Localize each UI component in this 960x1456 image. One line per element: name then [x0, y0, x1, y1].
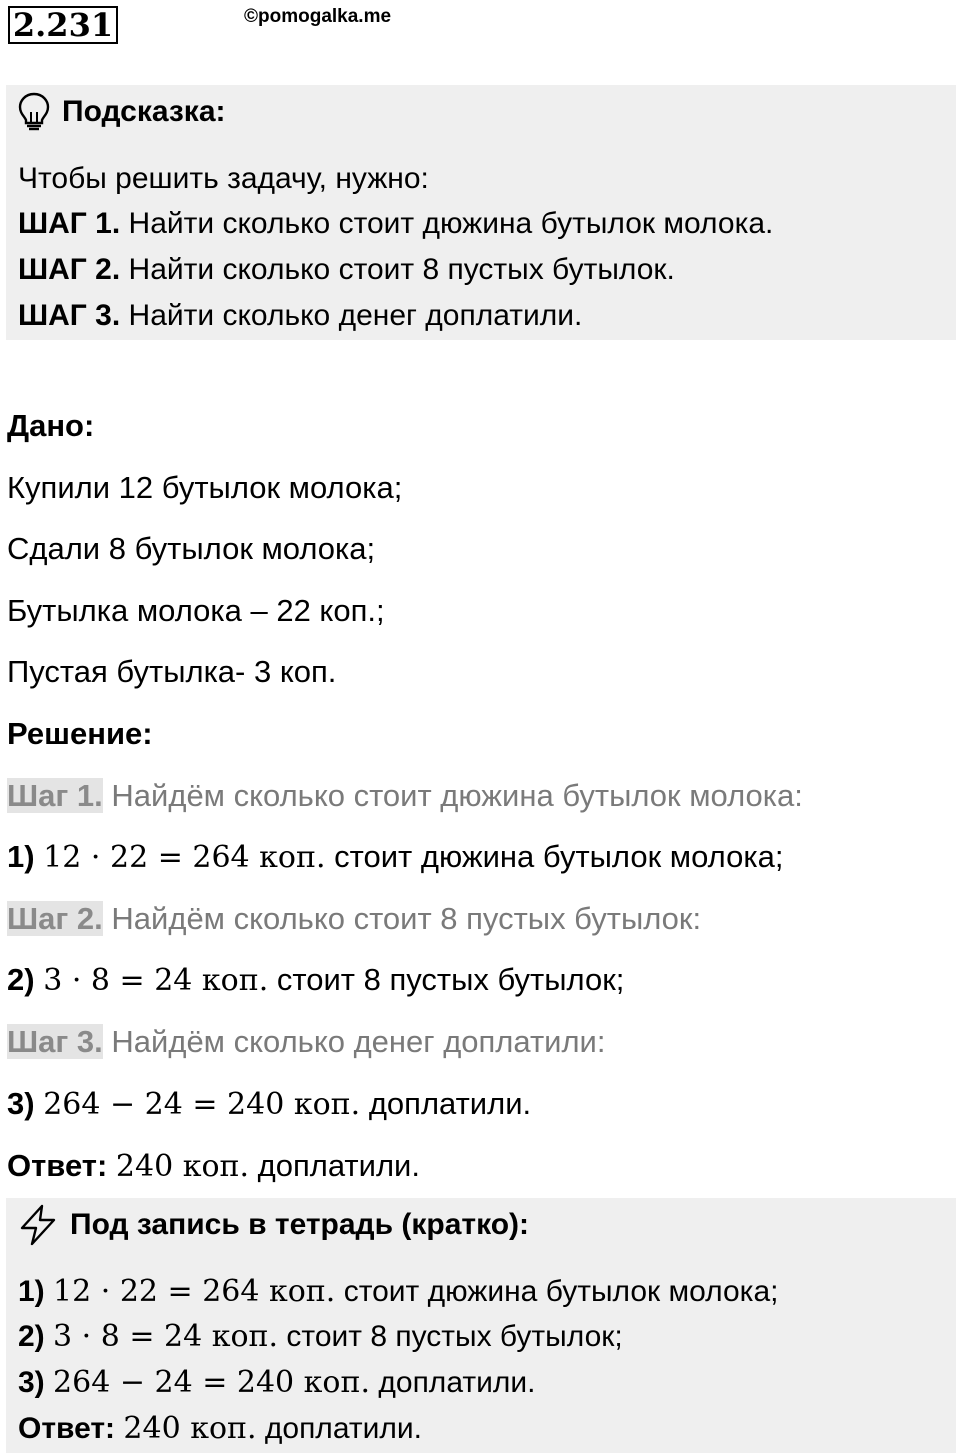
task-number: 2.231	[8, 6, 118, 44]
solution-step-1-calc	[7, 839, 783, 875]
step-label: Шаг 1.	[7, 778, 103, 813]
hint-header	[18, 92, 226, 132]
calc-result: доплатили.	[378, 1366, 536, 1399]
solution-title: Решение:	[7, 716, 153, 751]
short-line-2	[18, 1319, 623, 1354]
hint-step-text: Найти сколько денег доплатили.	[128, 299, 583, 332]
short-answer	[18, 1411, 422, 1446]
calc-number: 1)	[18, 1275, 45, 1308]
calc-number: 2)	[7, 962, 35, 997]
step-text: Найдём сколько стоит 8 пустых бутылок:	[111, 901, 702, 936]
calc-result: стоит 8 пустых бутылок;	[276, 962, 625, 997]
answer-text: доплатили.	[264, 1412, 422, 1445]
hint-title: Подсказка:	[62, 95, 226, 128]
hint-step-1	[18, 207, 773, 241]
answer-expression: 240 коп.	[123, 1411, 257, 1446]
answer-expression: 240 коп.	[115, 1149, 250, 1184]
step-label: Шаг 3.	[7, 1024, 103, 1059]
step-label: Шаг 2.	[7, 901, 103, 936]
lightbulb-icon	[18, 92, 50, 132]
lightning-icon	[18, 1204, 58, 1246]
step-text: Найдём сколько денег доплатили:	[111, 1024, 606, 1059]
calc-number: 1)	[7, 839, 35, 874]
hint-step-label: ШАГ 2.	[18, 253, 121, 286]
answer-line	[7, 1148, 420, 1184]
given-item: Купили 12 бутылок молока;	[7, 470, 403, 505]
solution-step-1-heading	[7, 778, 803, 814]
answer-label: Ответ:	[7, 1148, 108, 1183]
calc-expression: 264 − 24 = 240 коп.	[43, 1087, 361, 1122]
given-title: Дано:	[7, 408, 95, 443]
calc-number: 3)	[18, 1366, 45, 1399]
calc-result: доплатили.	[368, 1086, 532, 1121]
short-line-1	[18, 1274, 778, 1309]
short-record-title: Под запись в тетрадь (кратко):	[70, 1208, 530, 1241]
calc-number: 2)	[18, 1320, 45, 1353]
short-record-header	[18, 1203, 529, 1247]
given-item: Сдали 8 бутылок молока;	[7, 531, 376, 566]
hint-step-3	[18, 299, 582, 333]
hint-step-text: Найти сколько стоит 8 пустых бутылок.	[128, 253, 675, 286]
calc-expression: 3 · 8 = 24 коп.	[53, 1319, 279, 1354]
calc-result: стоит дюжина бутылок молока;	[343, 1275, 779, 1308]
copyright: ©pomogalka.me	[244, 6, 392, 27]
solution-step-3-heading	[7, 1024, 605, 1060]
calc-expression: 3 · 8 = 24 коп.	[43, 963, 269, 998]
answer-text: доплатили.	[257, 1148, 420, 1183]
calc-expression: 264 − 24 = 240 коп.	[53, 1365, 371, 1400]
solution-step-2-calc	[7, 962, 624, 998]
calc-expression: 12 · 22 = 264 коп.	[53, 1274, 336, 1309]
solution-step-3-calc	[7, 1086, 531, 1122]
given-item: Бутылка молока – 22 коп.;	[7, 593, 385, 628]
solution-step-2-heading	[7, 901, 701, 937]
answer-label: Ответ:	[18, 1412, 116, 1445]
calc-expression: 12 · 22 = 264 коп.	[43, 840, 326, 875]
calc-number: 3)	[7, 1086, 35, 1121]
hint-step-label: ШАГ 1.	[18, 207, 121, 240]
hint-step-2	[18, 253, 675, 287]
calc-result: стоит 8 пустых бутылок;	[286, 1320, 623, 1353]
short-line-3	[18, 1365, 535, 1400]
hint-step-label: ШАГ 3.	[18, 299, 121, 332]
hint-intro: Чтобы решить задачу, нужно:	[18, 162, 429, 195]
given-item: Пустая бутылка- 3 коп.	[7, 654, 337, 689]
calc-result: стоит дюжина бутылок молока;	[334, 839, 784, 874]
hint-step-text: Найти сколько стоит дюжина бутылок молока.	[128, 207, 774, 240]
step-text: Найдём сколько стоит дюжина бутылок молока:	[111, 778, 803, 813]
